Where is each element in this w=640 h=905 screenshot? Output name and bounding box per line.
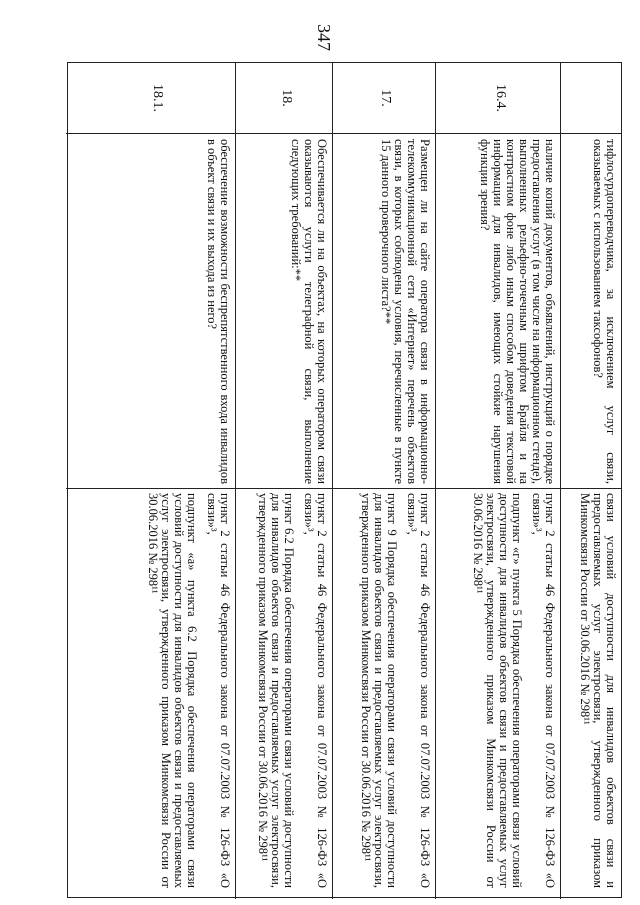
table-row (66, 63, 236, 899)
row-question: наличие копий документов, объявлений, инструкций о порядке предоставления услуг (в том числе на информационном стенде), выполненных рельефно-точечным шрифтом Брайля и на контрастном фоне либо иным способом доведения текстовой информации для инвалидов, имеющих стойкие нарушения функции зрения? (478, 139, 557, 484)
row-references (146, 493, 231, 888)
page-number: 347 (314, 24, 334, 51)
row-references (578, 493, 617, 888)
row-number: 17. (378, 89, 393, 107)
reference-text: пункт 2 статьи 46 Федерального закона от 07.07.2003 № 126-ФЗ «О связи»³, (205, 493, 232, 888)
reference-text: пункт 2 статьи 46 Федерального закона от 07.07.2003 № 126-ФЗ «О связи»³, (405, 493, 432, 888)
table-row (236, 63, 333, 899)
reference-text: связи условий доступности для инвалидов объектов связи и предоставляемых услуг электросвязи, утвержденного приказом Минкомсвязи России от 30.06.2016 № 298¹¹ (578, 493, 618, 888)
table-row (436, 63, 561, 899)
row-references (256, 493, 328, 888)
row-question: Размещен ли на сайте оператора связи в информационно-телекоммуникационной сети «Интернет» перечень объектов связи, в которых соблюдены условия, перечисленные в пункте 15 данного проверочного листа?** (379, 139, 432, 484)
row-number: 18. (279, 89, 294, 107)
row-number: 18.1. (150, 84, 165, 112)
reference-text: подпункт «а» пункта 6.2 Порядка обеспечения операторами связи условий доступности для инвалидов объектов связи и предоставляемых услуг электросвязи, утвержденного приказом Минкомсвязи России от 30.06.2016 № 298¹¹ (146, 493, 199, 888)
row-question: обеспечение возможности беспрепятственного входа инвалидов в объект связи и их выхода из него? (205, 139, 232, 484)
table-row (561, 63, 621, 899)
reference-text: пункт 9 Порядка обеспечения операторами связи условий доступности для инвалидов объектов связи и предоставляемых услуг электросвязи, утвержденного приказом Минкомсвязи России от 30.06.2016 № 298¹¹ (359, 493, 399, 888)
row-references (471, 493, 556, 888)
reference-text: пункт 6.2 Порядка обеспечения операторами связи условий доступности для инвалидов объектов связи и предоставляемых услуг электросвязи, утвержденного приказом Минкомсвязи России от 30.06.2016 № 298¹¹ (256, 493, 296, 888)
row-question: тифлосурдопереводчика, за исключением услуг связи, оказываемых с использованием таксофонов? (591, 139, 618, 484)
table-row (333, 63, 436, 899)
rotated-table-page (67, 62, 622, 898)
row-question: Обеспечивается ли на объектах, на которых оператором связи оказываются услуги телеграфной связи, выполнение следующих требований:** (289, 139, 329, 484)
row-number: 16.4. (493, 84, 508, 112)
row-references (359, 493, 431, 888)
reference-text: пункт 2 статьи 46 Федерального закона от 07.07.2003 № 126-ФЗ «О связи»³, (302, 493, 329, 888)
checklist-table (67, 62, 622, 898)
reference-text: подпункт «г» пункта 5 Порядка обеспечения операторами связи условий доступности для инвалидов объектов связи и предоставляемых услуг электросвязи, утвержденного приказом Минкомсвязи России от 30.06.2016 № 298¹¹ (471, 493, 524, 888)
reference-text: пункт 2 статьи 46 Федерального закона от 07.07.2003 № 126-ФЗ «О связи»³, (530, 493, 557, 888)
